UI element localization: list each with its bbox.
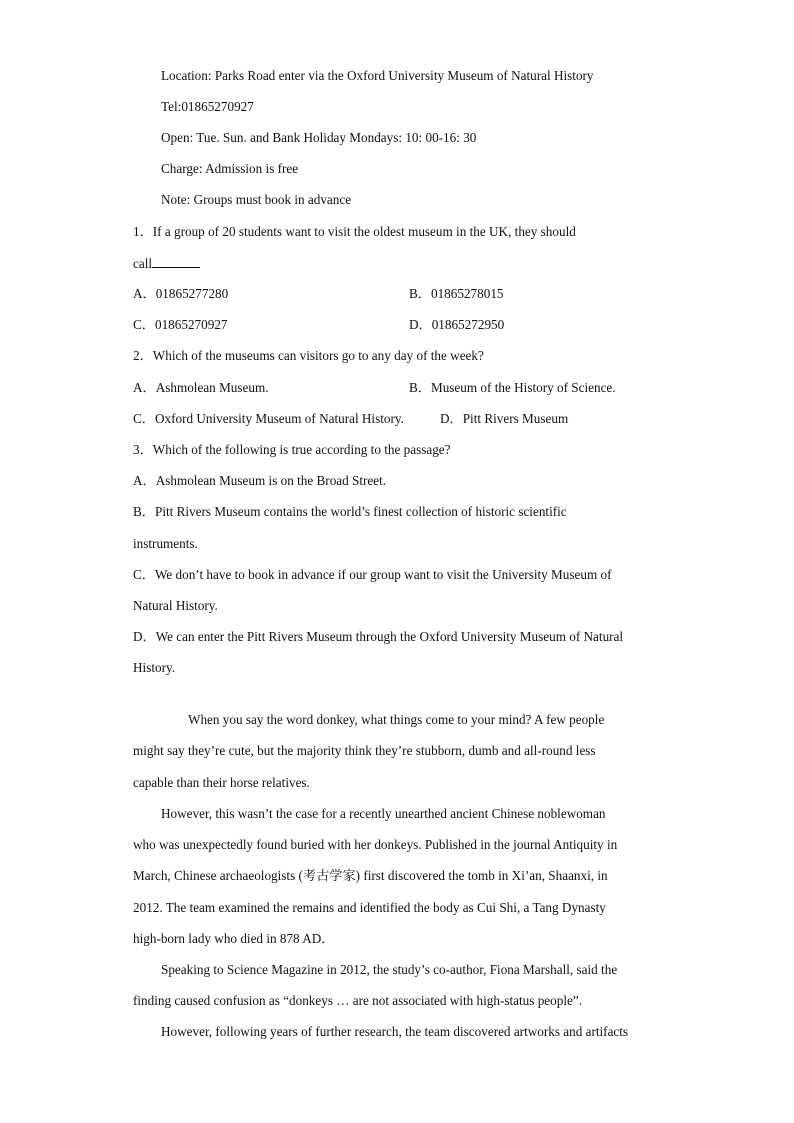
passage-paragraph-1-line-3: capable than their horse relatives.	[133, 775, 310, 790]
question-3-option-c-cont: Natural History.	[133, 598, 218, 613]
question-1-stem: 1．If a group of 20 students want to visit the oldest museum in the UK, they should	[133, 224, 576, 239]
passage-paragraph-2-line-2: who was unexpectedly found buried with her donkeys. Published in the journal Antiquity in	[133, 837, 618, 852]
question-2-option-b: B．Museum of the History of Science.	[409, 380, 616, 395]
question-1-stem-word: call	[133, 256, 153, 271]
question-3-option-d-cont: History.	[133, 660, 176, 675]
question-2-option-c: C．Oxford University Museum of Natural History.	[133, 411, 404, 426]
charge-line: Charge: Admission is free	[161, 161, 299, 176]
passage-paragraph-3: Speaking to Science Magazine in 2012, the study’s co-author, Fiona Marshall, said the	[161, 962, 618, 977]
question-1-option-b: B．01865278015	[409, 286, 504, 301]
question-3-option-b: B．Pitt Rivers Museum contains the world’s finest collection of historic scientific	[133, 504, 567, 519]
tel-line: Tel:01865270927	[161, 99, 254, 114]
question-3-option-b-cont: instruments.	[133, 536, 198, 551]
question-1-option-a: A．01865277280	[133, 286, 229, 301]
passage-paragraph-2-line-4: 2012. The team examined the remains and identified the body as Cui Shi, a Tang Dynasty	[133, 900, 606, 915]
question-2-option-a: A．Ashmolean Museum.	[133, 380, 269, 395]
question-2-stem: 2．Which of the museums can visitors go to any day of the week?	[133, 348, 484, 363]
question-3-option-d: D．We can enter the Pitt Rivers Museum through the Oxford University Museum of Natural	[133, 629, 624, 644]
question-1-option-c: C．01865270927	[133, 317, 228, 332]
passage-paragraph-2-line-3: March, Chinese archaeologists (考古学家) first discovered the tomb in Xi’an, Shaanxi, in	[133, 868, 608, 883]
question-3-stem: 3．Which of the following is true according to the passage?	[133, 442, 451, 457]
location-line: Location: Parks Road enter via the Oxford University Museum of Natural History	[161, 68, 594, 83]
open-line: Open: Tue. Sun. and Bank Holiday Mondays: 10: 00-16: 30	[161, 130, 477, 145]
question-3-option-a: A．Ashmolean Museum is on the Broad Street.	[133, 473, 387, 488]
question-1-stem-cont	[133, 255, 200, 272]
question-2-option-d: D．Pitt Rivers Museum	[440, 411, 569, 426]
question-3-option-c: C．We don’t have to book in advance if our group want to visit the University Museum of	[133, 567, 612, 582]
passage-paragraph-1-line-2: might say they’re cute, but the majority think they’re stubborn, dumb and all-round less	[133, 743, 596, 758]
passage-paragraph-1: When you say the word donkey, what things come to your mind? A few people	[188, 712, 605, 727]
passage-paragraph-2: However, this wasn’t the case for a recently unearthed ancient Chinese noblewoman	[161, 806, 606, 821]
passage-paragraph-2-line-5: high-born lady who died in 878 AD．	[133, 931, 335, 946]
note-line: Note: Groups must book in advance	[161, 192, 352, 207]
question-1-option-d: D．01865272950	[409, 317, 505, 332]
passage-paragraph-4: However, following years of further research, the team discovered artworks and artifacts	[161, 1024, 629, 1039]
answer-blank	[152, 255, 200, 268]
passage-paragraph-3-line-2: finding caused confusion as “donkeys … are not associated with high-status people”.	[133, 993, 582, 1008]
